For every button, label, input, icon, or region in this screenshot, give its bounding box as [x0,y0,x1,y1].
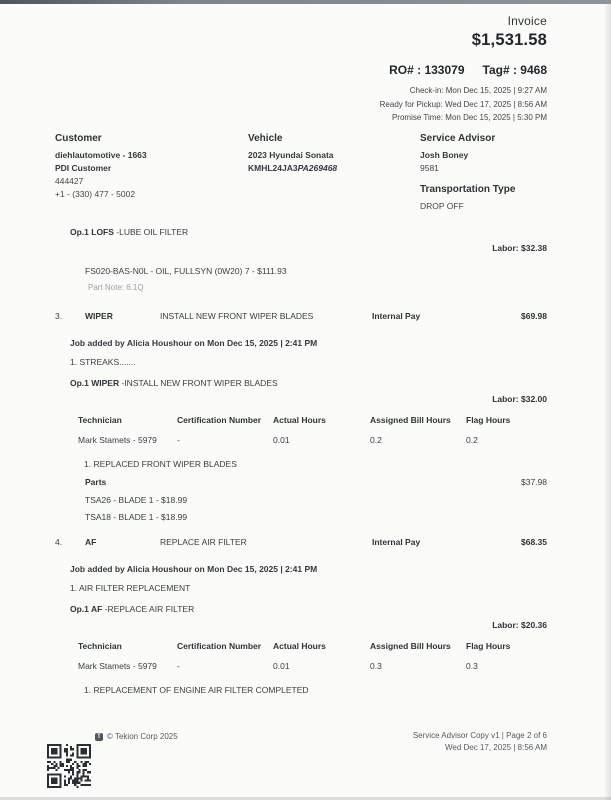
vehicle-model: 2023 Hyundai Sonata [248,150,334,160]
lofs-section [55,227,547,292]
wiper-section-header [55,311,547,321]
af-op-line: Op.1 AF -REPLACE AIR FILTER [70,604,195,614]
checkin-time: Check-in: Mon Dec 15, 2025 | 9:27 AM [409,86,547,95]
assigned-bill-hours: 0.3 [370,661,382,671]
ready-for-pickup-time: Ready for Pickup: Wed Dec 17, 2025 | 8:56 AM [379,99,547,109]
vehicle-block [248,133,418,175]
ro-number: RO# : 133079 [389,63,465,77]
assigned-bill-hours: 0.2 [370,435,382,445]
copyright-text: © Tekion Corp 2025 [107,732,178,741]
vehicle-vin: KMHL24JA3PA269468 [248,163,338,173]
af-concern: 1. AIR FILTER REPLACEMENT [70,583,191,593]
scan-right-edge [604,4,611,800]
parts-total: $37.98 [521,477,547,487]
customer-name: diehlautomotive - 1663 [55,150,147,160]
lofs-part-line: FS020-BAS-N0L - OIL, FULLSYN (0W20) 7 - $111.93 [85,266,287,276]
advisor-block [420,133,515,213]
af-section [55,537,547,695]
invoice-title: Invoice [507,14,547,28]
promise-time: Promise Time: Mon Dec 15, 2025 | 5:30 PM [391,113,547,122]
wiper-concern: 1. STREAKS....... [70,357,136,367]
ro-tag-line [380,63,547,77]
wiper-title: INSTALL NEW FRONT WIPER BLADES [160,311,314,321]
copy-version-page: Service Advisor Copy v1 | Page 2 of 6 [412,731,547,740]
wiper-code: WIPER [85,311,113,321]
wiper-pay-type: Internal Pay [372,311,421,321]
certification-number: - [177,661,180,671]
qr-code [47,744,91,788]
transportation-value: DROP OFF [420,201,464,211]
vehicle-label: Vehicle [248,133,283,144]
part-item: TSA26 - BLADE 1 - $18.99 [85,494,188,505]
wiper-story: 1. REPLACED FRONT WIPER BLADES [84,459,237,469]
lofs-labor: Labor: $32.38 [492,243,547,253]
invoice-total: $1,531.58 [471,31,547,49]
flag-hours: 0.3 [466,661,478,671]
wiper-parts-row [85,477,547,487]
af-amount: $68.35 [521,537,547,547]
service-advisor-label: Service Advisor [420,133,496,144]
actual-hours: 0.01 [273,435,290,445]
scan-top-edge [0,0,611,4]
parts-label: Parts [85,477,107,487]
wiper-number: 3. [55,311,63,321]
invoice-header [380,14,547,122]
advisor-id: 9581 [420,163,439,173]
copyright-line [95,732,178,741]
customer-number: 444427 [55,176,84,186]
lofs-op-line: Op.1 LOFS -LUBE OIL FILTER [70,227,189,237]
technician-name: Mark Stamets - 5979 [78,435,157,445]
certification-number: - [177,435,180,445]
af-number: 4. [55,537,63,547]
flag-hours: 0.2 [466,435,478,445]
tekion-logo-icon: T [95,733,103,741]
part-item: TSA18 - BLADE 1 - $18.99 [85,512,188,522]
tech-table-header: Technician Certification Number Actual Hours Assigned Bill Hours Flag Hours [78,415,511,425]
af-pay-type: Internal Pay [372,537,421,547]
technician-name: Mark Stamets - 5979 [78,661,157,671]
wiper-labor: Labor: $32.00 [492,394,547,404]
af-story: 1. REPLACEMENT OF ENGINE AIR FILTER COMPLETED [84,685,309,695]
info-row [55,133,547,223]
customer-type: PDI Customer [55,163,112,173]
wiper-tech-table [78,415,547,445]
transportation-label: Transportation Type [420,184,516,195]
wiper-section [55,311,547,522]
footer-page-info [413,730,547,754]
wiper-job-added-line: Job added by Alicia Houshour on Mon Dec 15, 2025 | 2:41 PM [70,338,318,348]
tech-table-header: Technician Certification Number Actual Hours Assigned Bill Hours Flag Hours [78,641,511,651]
af-code: AF [85,537,97,547]
af-tech-table [78,641,547,671]
customer-phone: +1 - (330) 477 - 5002 [55,189,136,199]
customer-block [55,133,240,201]
customer-label: Customer [55,133,102,144]
af-title: REPLACE AIR FILTER [160,537,247,547]
tag-number: Tag# : 9468 [482,63,547,77]
af-section-header [55,537,547,547]
print-timestamp: Wed Dec 17, 2025 | 8:56 AM [445,743,547,752]
wiper-amount: $69.98 [521,311,547,321]
actual-hours: 0.01 [273,661,290,671]
advisor-name: Josh Boney [420,150,469,160]
tech-table-row [78,661,547,671]
tech-table-row [78,435,547,445]
af-labor: Labor: $20.36 [492,620,547,630]
wiper-op-line: Op.1 WIPER -INSTALL NEW FRONT WIPER BLADES [70,378,278,388]
lofs-part-note: Part Note: 6.1Q [88,283,144,292]
af-job-added-line: Job added by Alicia Houshour on Mon Dec 15, 2025 | 2:41 PM [70,564,318,574]
